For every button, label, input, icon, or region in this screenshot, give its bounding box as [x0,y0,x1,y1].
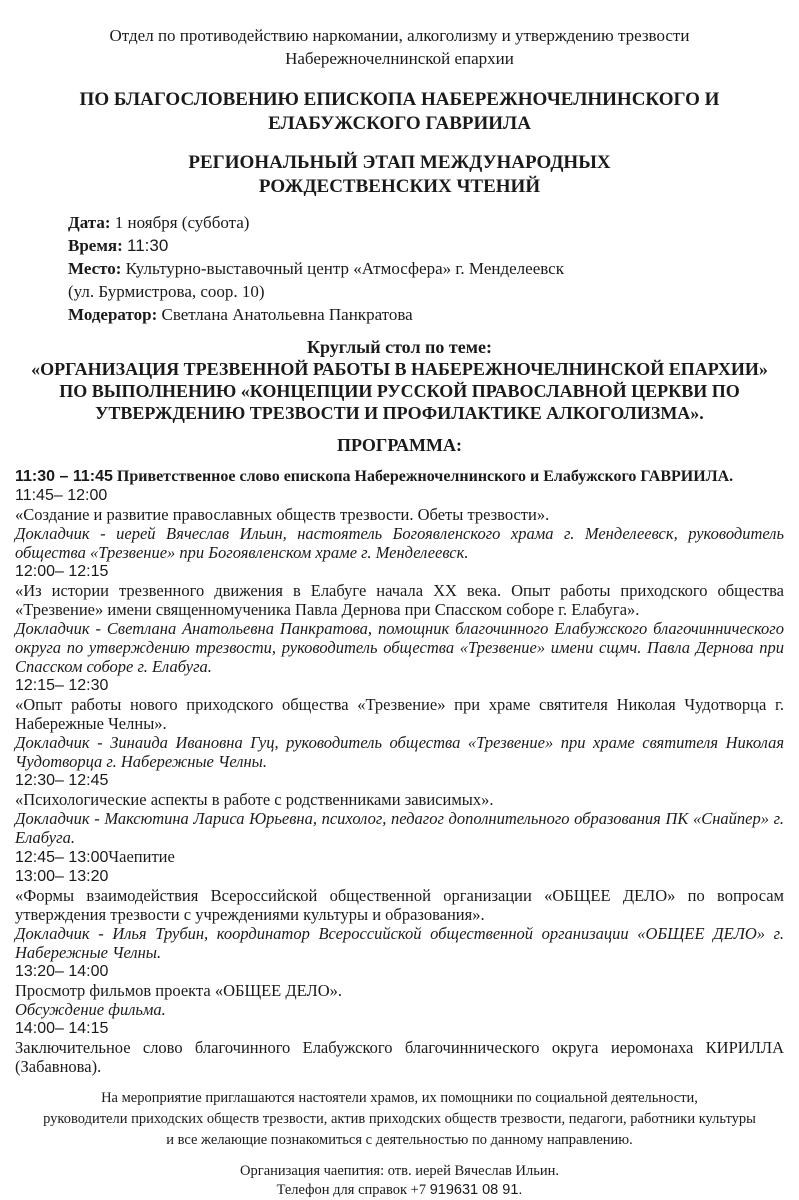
program-item-topic: «Из истории трезвенного движения в Елабуге начала XX века. Опыт работы приходского общества «Трезвение» имени священномученика Павла Дернова при Спасском соборе г. Елабуга». [15,581,784,619]
round-table-title-line2: ПО ВЫПОЛНЕНИЮ «КОНЦЕПЦИИ РУССКОЙ ПРАВОСЛАВНОЙ ЦЕРКВИ ПО [59,381,740,401]
program-item [15,771,784,847]
program-item-title: Приветственное слово епископа Набережночелнинского и Елабужского ГАВРИИЛА. [116,468,734,485]
program-item [15,1019,784,1076]
time-label: Время: [68,236,123,255]
date-label: Дата: [68,213,111,232]
detail-place-address: (ул. Бурмистрова, соор. 10) [68,282,265,301]
place-value: Культурно-выставочный центр «Атмосфера» г. Менделеевск [125,259,564,278]
program-item-topic: Просмотр фильмов проекта «ОБЩЕЕ ДЕЛО». [15,981,342,1000]
org-header [15,24,784,70]
program-item-topic: «Создание и развитие православных обществ трезвости. Обеты трезвости». [15,505,550,524]
program-item-speaker: Докладчик - Илья Трубин, координатор Всероссийской общественной организации «ОБЩЕЕ ДЕЛО» г. Набережные Челны. [15,924,784,962]
program-item-note: Обсуждение фильма. [15,1000,166,1019]
program-item [15,847,784,867]
organizer-note: Организация чаепития: отв. иерей Вячеслав Ильин. [240,1163,559,1179]
invitation-note [15,1088,784,1151]
program-item-time: 11:30 – 11:45 [15,468,113,485]
detail-date [68,211,784,234]
program-item-inline: Чаепитие [108,847,175,866]
program-item-time: 12:00– 12:15 [15,563,109,580]
program-item [15,962,784,1019]
program-item-topic: «Психологические аспекты в работе с родственниками зависимых». [15,790,494,809]
program-item-time: 12:15– 12:30 [15,677,109,694]
time-value: 11:30 [127,236,169,255]
program-item-topic: «Опыт работы нового приходского общества «Трезвение» при храме святителя Николая Чудотворца г. Набережные Челны». [15,695,784,733]
event-title [15,151,784,199]
round-table-title-line1: «ОРГАНИЗАЦИЯ ТРЕЗВЕННОЙ РАБОТЫ В НАБЕРЕЖНОЧЕЛНИНСКОЙ ЕПАРХИИ» [31,359,768,379]
event-title-line2: РОЖДЕСТВЕНСКИХ ЧТЕНИЙ [258,176,541,197]
event-title-line1: РЕГИОНАЛЬНЫЙ ЭТАП МЕЖДУНАРОДНЫХ [188,152,611,173]
program-item-topic: «Формы взаимодействия Всероссийской общественной организации «ОБЩЕЕ ДЕЛО» по вопросам утверждения трезвости с учреждениями культуры и образования». [15,886,784,924]
round-table-intro: Круглый стол по теме: [306,337,492,357]
program-item-speaker: Докладчик - Светлана Анатольевна Панкратова, помощник благочинного Елабужского благочиннического округа по утверждению трезвости, руководитель общества «Трезвение» имени сщмч. Павла Дернова при Спасском соборе г. Елабуга. [15,619,784,676]
round-table-heading [15,336,784,424]
phone-number: 919631 08 91. [429,1182,523,1198]
program-item-speaker: Докладчик - иерей Вячеслав Ильин, настоятель Богоявленского храма г. Менделеевск, руководитель общества «Трезвение» при Богоявленском храме г. Менделеевск. [15,524,784,562]
moderator-label: Модератор: [68,305,158,324]
program-item-time: 12:45– 13:00 [15,849,109,866]
moderator-value: Светлана Анатольевна Панкратова [161,305,413,324]
program-item [15,486,784,562]
program-item [15,562,784,676]
program-heading: ПРОГРАММА: [336,435,462,455]
program-item [15,676,784,771]
program-item [15,467,784,486]
program-item-time: 12:30– 12:45 [15,772,109,789]
invitation-line3: и все желающие познакомиться с деятельностью по данному направлению. [166,1132,633,1148]
event-details [68,211,784,326]
invitation-line2: руководители приходских обществ трезвости, актив приходских обществ трезвости, педагоги, работники культуры [43,1111,756,1127]
invitation-line1: На мероприятие приглашаются настоятели храмов, их помощники по социальной деятельности, [101,1090,698,1106]
date-value: 1 ноября (суббота) [114,213,250,232]
place-label: Место: [68,259,122,278]
program-item-topic: Заключительное слово благочинного Елабужского благочиннического округа иеромонаха КИРИЛЛА (Забавнова). [15,1038,784,1076]
program-item-speaker: Докладчик - Максютина Лариса Юрьевна, психолог, педагог дополнительного образования ПК «Снайпер» г. Елабуга. [15,809,784,847]
program-item-time: 11:45– 12:00 [15,487,108,504]
program-item-time: 13:20– 14:00 [15,963,109,980]
blessing-heading [15,88,784,136]
program-item-time: 14:00– 14:15 [15,1020,109,1037]
detail-place [68,257,784,280]
organizer-footer [15,1162,784,1200]
phone-line [15,1181,784,1200]
program-item [15,867,784,962]
blessing-line1: ПО БЛАГОСЛОВЕНИЮ ЕПИСКОПА НАБЕРЕЖНОЧЕЛНИНСКОГО И [79,89,720,110]
org-header-line1: Отдел по противодействию наркомании, алкоголизму и утверждению трезвости [109,26,690,45]
program-item-time: 13:00– 13:20 [15,868,109,885]
org-header-line2: Набережночелнинской епархии [285,49,514,68]
round-table-title-line3: УТВЕРЖДЕНИЮ ТРЕЗВОСТИ И ПРОФИЛАКТИКЕ АЛКОГОЛИЗМА». [95,403,704,423]
program-item-speaker: Докладчик - Зинаида Ивановна Гуц, руководитель общества «Трезвение» при храме святителя Николая Чудотворца г. Набережные Челны. [15,733,784,771]
detail-time [68,234,784,257]
blessing-line2: ЕЛАБУЖСКОГО ГАВРИИЛА [268,113,531,134]
phone-label: Телефон для справок +7 [276,1182,430,1198]
program-schedule [15,467,784,1076]
detail-moderator [68,303,784,326]
